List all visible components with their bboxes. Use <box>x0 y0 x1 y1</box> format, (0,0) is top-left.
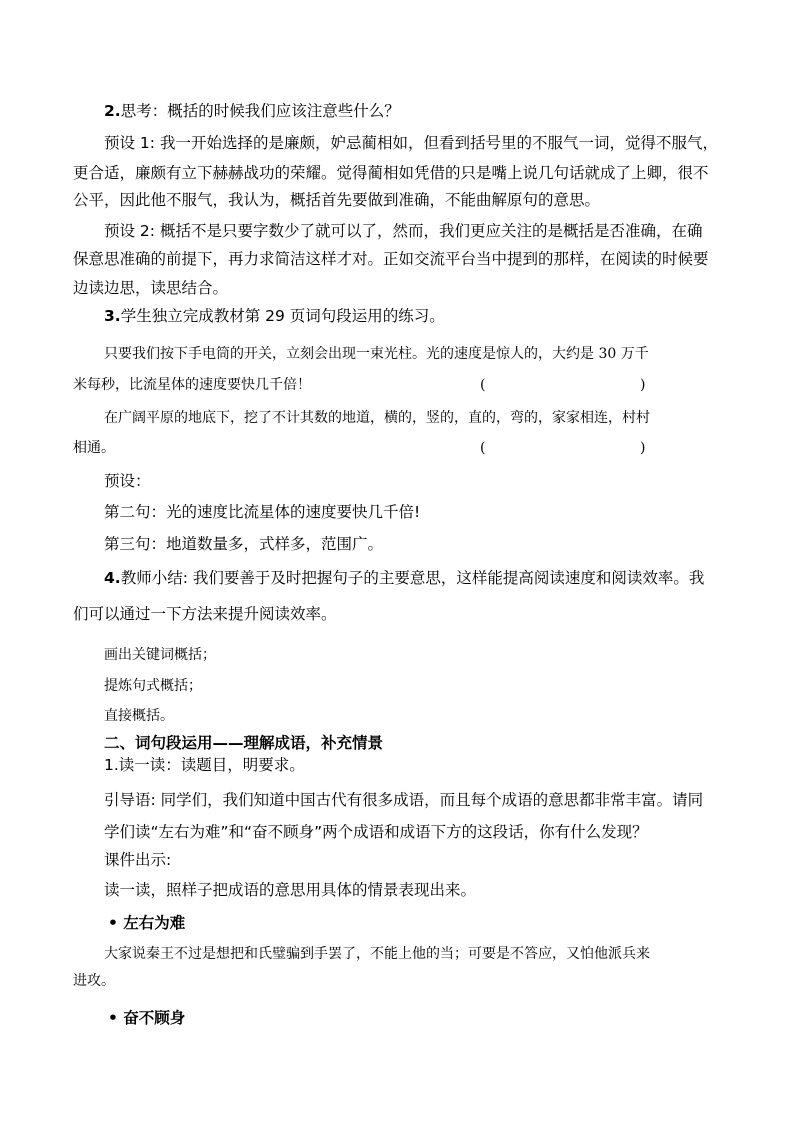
preset2-line3: 边读边思，读思结合。 <box>73 279 229 297</box>
preset1-line2: 更合适，廉颇有立下赫赫战功的荣耀。觉得蔺相如凭借的只是嘴上说几句话就成了上卿，很不 <box>73 164 709 182</box>
instruction: 读一读，照样子把成语的意思用具体的情景表现出来。 <box>104 881 477 899</box>
method-direct: 直接概括。 <box>104 708 174 724</box>
section3-heading-number: 3. <box>104 307 121 325</box>
part2-title: 二、词句段运用——理解成语，补充情景 <box>104 734 384 752</box>
section4-line1: 4.教师小结: 我们要善于及时把握句子的主要意思，这样能提高阅读速度和阅读效率。我 <box>104 569 705 587</box>
preset2-line2: 保意思准确的前提下，再力求简洁这样才对。正如交流平台当中提到的那样，在阅读的时候要 <box>73 250 709 268</box>
section2-heading <box>104 101 400 121</box>
answer-blank-1-open: ( <box>480 377 486 393</box>
courseware-label: 课件出示: <box>104 851 172 869</box>
guide-line2: 学们读“左右为难”和“奋不顾身”两个成语和成语下方的这段话，你有什么发现？ <box>104 823 648 841</box>
method-sentence-pattern: 提炼句式概括； <box>104 678 202 694</box>
read-task: 1.读一读：读题目，明要求。 <box>104 756 305 774</box>
story-line2: 进攻。 <box>73 973 115 989</box>
answer-blank-2-close: ) <box>640 440 646 456</box>
idiom-fearless: • 奋不顾身 <box>108 1009 186 1027</box>
exercise2-line1: 在广阔平原的地底下，挖了不计其数的地道，横的，竖的，直的，弯的，家家相连，村村 <box>104 410 650 426</box>
answer-blank-1-close: ) <box>640 377 646 393</box>
section4-line2: 们可以通过一下方法来提升阅读效率。 <box>73 605 337 623</box>
preset2-label: 预设 2: <box>104 222 156 240</box>
section3-heading <box>104 306 445 326</box>
story-line1: 大家说秦王不过是想把和氏璧骗到手罢了，不能上他的当；可要是不答应，又怕他派兵来 <box>104 946 650 962</box>
idiom-left-right-dilemma: • 左右为难 <box>108 914 186 932</box>
preset1-line3: 公平，因此他不服气，我认为，概括首先要做到准确，不能曲解原句的意思。 <box>73 191 601 209</box>
preset-label: 预设： <box>104 472 151 490</box>
exercise1-line2: 米每秒，比流星体的速度要快几千倍！ <box>73 377 311 393</box>
exercise1-line1: 只要我们按下手电筒的开关，立刻会出现一束光柱。光的速度是惊人的，大约是 30 万千 <box>104 346 649 362</box>
preset2-line1: 预设 2: 概括不是只要字数少了就可以了，然而，我们更应关注的是概括是否准确，在确 <box>104 222 703 240</box>
preset1-label: 预设 1: <box>104 134 156 152</box>
second-sentence: 第二句：光的速度比流星体的速度要快几千倍! <box>104 503 421 521</box>
guide-line1: 引导语: 同学们，我们知道中国古代有很多成语，而且每个成语的意思都非常丰富。请同 <box>104 791 704 809</box>
exercise2-line2: 相通。 <box>73 440 115 456</box>
section4-heading-number: 4. <box>104 569 121 587</box>
section3-heading-text: 学生独立完成教材第 29 页词句段运用的练习。 <box>120 307 445 325</box>
preset1-line1: 预设 1: 我一开始选择的是廉颇，妒忌蔺相如，但看到括号里的不服气一词，觉得不服气， <box>104 134 718 152</box>
section2-heading-number: 2. <box>104 102 121 120</box>
third-sentence: 第三句：地道数量多，式样多，范围广。 <box>104 535 384 553</box>
method-keyword: 画出关键词概括； <box>104 647 216 663</box>
answer-blank-2-open: ( <box>480 440 486 456</box>
section2-heading-text: 思考：概括的时候我们应该注意些什么？ <box>120 102 400 120</box>
